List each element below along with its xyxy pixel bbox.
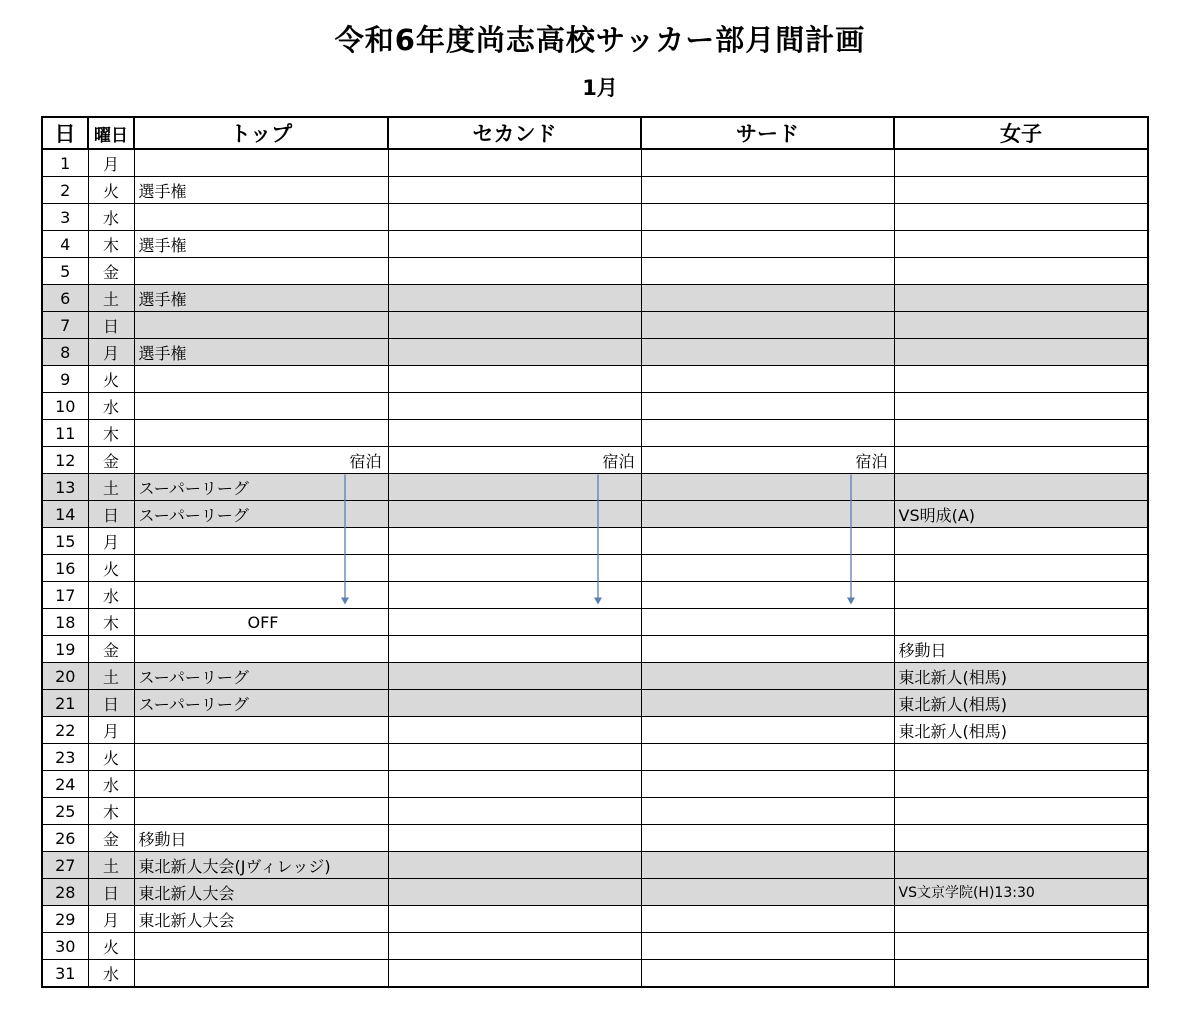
third-cell	[641, 960, 894, 988]
table-row	[42, 933, 1148, 960]
day-cell: 12	[42, 447, 88, 474]
women-cell	[894, 420, 1148, 447]
women-cell: VS文京学院(H)13:30	[894, 879, 1148, 906]
day-cell: 24	[42, 771, 88, 798]
top-cell: OFF	[134, 609, 388, 636]
weekday-cell: 水	[88, 771, 134, 798]
second-cell	[388, 393, 641, 420]
women-cell	[894, 366, 1148, 393]
table-row	[42, 609, 1148, 636]
weekday-cell: 金	[88, 825, 134, 852]
weekday-cell: 土	[88, 474, 134, 501]
women-cell: 東北新人(相馬)	[894, 663, 1148, 690]
third-cell	[641, 798, 894, 825]
weekday-cell: 日	[88, 690, 134, 717]
third-cell	[641, 663, 894, 690]
weekday-cell: 木	[88, 609, 134, 636]
women-cell	[894, 852, 1148, 879]
third-cell	[641, 879, 894, 906]
weekday-cell: 土	[88, 663, 134, 690]
top-cell: 選手権	[134, 231, 388, 258]
weekday-cell: 日	[88, 879, 134, 906]
day-cell: 25	[42, 798, 88, 825]
second-cell	[388, 231, 641, 258]
second-cell	[388, 690, 641, 717]
day-cell: 8	[42, 339, 88, 366]
table-row	[42, 582, 1148, 609]
table-row	[42, 393, 1148, 420]
women-cell	[894, 555, 1148, 582]
third-cell	[641, 636, 894, 663]
day-cell: 11	[42, 420, 88, 447]
women-cell	[894, 285, 1148, 312]
third-cell	[641, 528, 894, 555]
weekday-cell: 水	[88, 393, 134, 420]
women-cell	[894, 149, 1148, 177]
day-cell: 14	[42, 501, 88, 528]
women-cell	[894, 231, 1148, 258]
third-cell	[641, 312, 894, 339]
third-cell	[641, 366, 894, 393]
table-row	[42, 825, 1148, 852]
day-cell: 30	[42, 933, 88, 960]
table-row	[42, 231, 1148, 258]
third-cell	[641, 555, 894, 582]
third-cell	[641, 149, 894, 177]
table-row	[42, 852, 1148, 879]
header-second: セカンド	[388, 117, 641, 149]
day-cell: 29	[42, 906, 88, 933]
top-cell: 宿泊	[134, 447, 388, 474]
second-cell	[388, 933, 641, 960]
header-day: 日	[42, 117, 88, 149]
second-cell	[388, 825, 641, 852]
women-cell	[894, 258, 1148, 285]
page-title: 令和6年度尚志高校サッカー部月間計画	[334, 23, 866, 57]
second-cell	[388, 582, 641, 609]
second-cell	[388, 636, 641, 663]
women-cell	[894, 528, 1148, 555]
second-cell	[388, 474, 641, 501]
women-cell	[894, 393, 1148, 420]
second-cell	[388, 879, 641, 906]
top-cell	[134, 312, 388, 339]
day-cell: 10	[42, 393, 88, 420]
third-cell	[641, 933, 894, 960]
women-cell	[894, 744, 1148, 771]
second-cell	[388, 501, 641, 528]
third-cell	[641, 420, 894, 447]
women-cell	[894, 960, 1148, 988]
top-cell	[134, 636, 388, 663]
top-cell: 東北新人大会(Jヴィレッジ)	[134, 852, 388, 879]
second-cell	[388, 852, 641, 879]
women-cell: 東北新人(相馬)	[894, 690, 1148, 717]
women-cell: VS明成(A)	[894, 501, 1148, 528]
second-cell	[388, 663, 641, 690]
table-row	[42, 204, 1148, 231]
women-cell: 移動日	[894, 636, 1148, 663]
third-cell	[641, 609, 894, 636]
second-cell: 宿泊	[388, 447, 641, 474]
day-cell: 2	[42, 177, 88, 204]
top-cell: スーパーリーグ	[134, 690, 388, 717]
day-cell: 26	[42, 825, 88, 852]
weekday-cell: 土	[88, 285, 134, 312]
third-cell	[641, 204, 894, 231]
table-row	[42, 555, 1148, 582]
day-cell: 19	[42, 636, 88, 663]
table-row	[42, 258, 1148, 285]
weekday-cell: 木	[88, 231, 134, 258]
table-row	[42, 690, 1148, 717]
day-cell: 4	[42, 231, 88, 258]
table-row	[42, 420, 1148, 447]
weekday-cell: 月	[88, 717, 134, 744]
weekday-cell: 火	[88, 177, 134, 204]
second-cell	[388, 204, 641, 231]
top-cell	[134, 258, 388, 285]
day-cell: 9	[42, 366, 88, 393]
weekday-cell: 木	[88, 798, 134, 825]
women-cell	[894, 312, 1148, 339]
women-cell	[894, 582, 1148, 609]
table-row	[42, 636, 1148, 663]
third-cell	[641, 852, 894, 879]
day-cell: 13	[42, 474, 88, 501]
day-cell: 18	[42, 609, 88, 636]
weekday-cell: 月	[88, 906, 134, 933]
weekday-cell: 土	[88, 852, 134, 879]
table-row	[42, 906, 1148, 933]
third-cell	[641, 474, 894, 501]
second-cell	[388, 366, 641, 393]
schedule-table	[41, 116, 1149, 988]
weekday-cell: 火	[88, 555, 134, 582]
second-cell	[388, 744, 641, 771]
table-row	[42, 366, 1148, 393]
weekday-cell: 木	[88, 420, 134, 447]
day-cell: 16	[42, 555, 88, 582]
top-cell	[134, 393, 388, 420]
women-cell	[894, 933, 1148, 960]
table-row	[42, 149, 1148, 177]
top-cell	[134, 960, 388, 988]
top-cell: 東北新人大会	[134, 879, 388, 906]
day-cell: 1	[42, 149, 88, 177]
weekday-cell: 金	[88, 636, 134, 663]
second-cell	[388, 528, 641, 555]
table-row	[42, 879, 1148, 906]
third-cell	[641, 231, 894, 258]
women-cell	[894, 609, 1148, 636]
second-cell	[388, 717, 641, 744]
day-cell: 3	[42, 204, 88, 231]
second-cell	[388, 555, 641, 582]
second-cell	[388, 960, 641, 988]
third-cell	[641, 285, 894, 312]
women-cell	[894, 798, 1148, 825]
third-cell	[641, 393, 894, 420]
weekday-cell: 金	[88, 447, 134, 474]
table-row	[42, 312, 1148, 339]
third-cell	[641, 501, 894, 528]
table-row	[42, 798, 1148, 825]
top-cell	[134, 798, 388, 825]
table-row	[42, 447, 1148, 474]
day-cell: 22	[42, 717, 88, 744]
second-cell	[388, 609, 641, 636]
second-cell	[388, 285, 641, 312]
third-cell: 宿泊	[641, 447, 894, 474]
second-cell	[388, 177, 641, 204]
women-cell	[894, 204, 1148, 231]
third-cell	[641, 582, 894, 609]
day-cell: 7	[42, 312, 88, 339]
header-row	[42, 117, 1148, 149]
day-cell: 5	[42, 258, 88, 285]
weekday-cell: 金	[88, 258, 134, 285]
women-cell	[894, 771, 1148, 798]
third-cell	[641, 906, 894, 933]
weekday-cell: 日	[88, 312, 134, 339]
women-cell	[894, 447, 1148, 474]
top-cell	[134, 771, 388, 798]
header-women: 女子	[894, 117, 1148, 149]
day-cell: 23	[42, 744, 88, 771]
table-row	[42, 744, 1148, 771]
third-cell	[641, 258, 894, 285]
second-cell	[388, 420, 641, 447]
day-cell: 17	[42, 582, 88, 609]
second-cell	[388, 312, 641, 339]
third-cell	[641, 771, 894, 798]
third-cell	[641, 744, 894, 771]
table-row	[42, 474, 1148, 501]
day-cell: 31	[42, 960, 88, 988]
second-cell	[388, 771, 641, 798]
day-cell: 28	[42, 879, 88, 906]
third-cell	[641, 717, 894, 744]
top-cell	[134, 528, 388, 555]
top-cell	[134, 933, 388, 960]
top-cell: スーパーリーグ	[134, 501, 388, 528]
day-cell: 20	[42, 663, 88, 690]
second-cell	[388, 149, 641, 177]
top-cell	[134, 744, 388, 771]
third-cell	[641, 825, 894, 852]
top-cell	[134, 366, 388, 393]
day-cell: 21	[42, 690, 88, 717]
table-row	[42, 501, 1148, 528]
top-cell: 移動日	[134, 825, 388, 852]
women-cell: 東北新人(相馬)	[894, 717, 1148, 744]
table-row	[42, 285, 1148, 312]
third-cell	[641, 339, 894, 366]
third-cell	[641, 690, 894, 717]
header-top: トップ	[134, 117, 388, 149]
weekday-cell: 日	[88, 501, 134, 528]
table-row	[42, 177, 1148, 204]
top-cell: 選手権	[134, 177, 388, 204]
women-cell	[894, 825, 1148, 852]
top-cell	[134, 555, 388, 582]
day-cell: 27	[42, 852, 88, 879]
header-dow: 曜日	[88, 117, 134, 149]
top-cell: 東北新人大会	[134, 906, 388, 933]
top-cell: スーパーリーグ	[134, 474, 388, 501]
weekday-cell: 水	[88, 960, 134, 988]
weekday-cell: 水	[88, 204, 134, 231]
day-cell: 6	[42, 285, 88, 312]
women-cell	[894, 906, 1148, 933]
month-label: 1月	[582, 76, 618, 100]
third-cell	[641, 177, 894, 204]
table-row	[42, 528, 1148, 555]
header-third: サード	[641, 117, 894, 149]
second-cell	[388, 906, 641, 933]
top-cell	[134, 582, 388, 609]
top-cell	[134, 204, 388, 231]
weekday-cell: 火	[88, 933, 134, 960]
weekday-cell: 月	[88, 528, 134, 555]
table-row	[42, 960, 1148, 988]
women-cell	[894, 339, 1148, 366]
table-row	[42, 771, 1148, 798]
top-cell: 選手権	[134, 339, 388, 366]
second-cell	[388, 798, 641, 825]
second-cell	[388, 339, 641, 366]
top-cell	[134, 149, 388, 177]
weekday-cell: 月	[88, 339, 134, 366]
table-row	[42, 339, 1148, 366]
women-cell	[894, 177, 1148, 204]
women-cell	[894, 474, 1148, 501]
top-cell	[134, 717, 388, 744]
weekday-cell: 水	[88, 582, 134, 609]
day-cell: 15	[42, 528, 88, 555]
weekday-cell: 火	[88, 744, 134, 771]
weekday-cell: 月	[88, 149, 134, 177]
weekday-cell: 火	[88, 366, 134, 393]
second-cell	[388, 258, 641, 285]
top-cell: 選手権	[134, 285, 388, 312]
table-row	[42, 663, 1148, 690]
table-row	[42, 717, 1148, 744]
top-cell	[134, 420, 388, 447]
top-cell: スーパーリーグ	[134, 663, 388, 690]
